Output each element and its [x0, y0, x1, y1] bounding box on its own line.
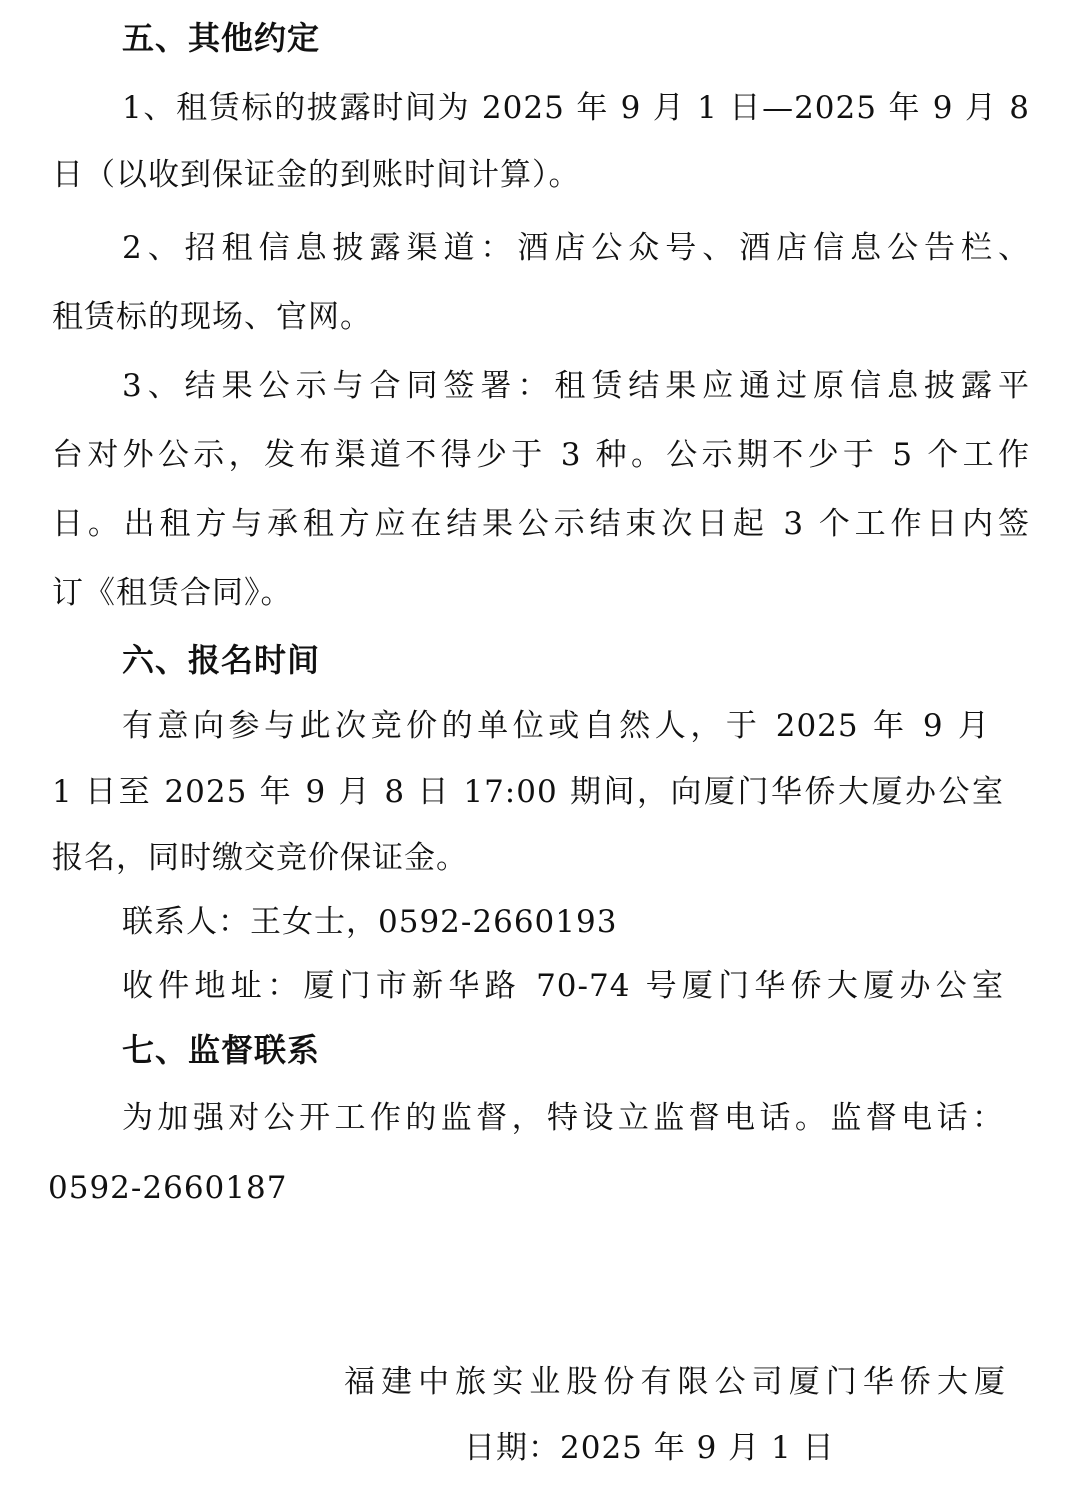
section-6-para-line-1: 有意向参与此次竞价的单位或自然人，于 2025 年 9 月: [122, 708, 990, 744]
section-5-item-1-line-1: 1、租赁标的披露时间为 2025 年 9 月 1 日—2025 年 9 月 8: [122, 90, 1030, 126]
section-6-para-line-2: 1 日至 2025 年 9 月 8 日 17:00 期间，向厦门华侨大厦办公室: [52, 774, 1004, 810]
section-5-item-3-line-3: 日。出租方与承租方应在结果公示结束次日起 3 个工作日内签: [52, 506, 1030, 542]
section-5-item-3-line-1: 3、结果公示与合同签署：租赁结果应通过原信息披露平: [122, 368, 1030, 404]
signature-organization: 福建中旅实业股份有限公司厦门华侨大厦: [344, 1364, 1006, 1400]
section-6-heading: 六、报名时间: [122, 641, 321, 679]
contact-line: 联系人：王女士，0592-2660193: [122, 904, 618, 940]
signature-date: 日期：2025 年 9 月 1 日: [464, 1430, 835, 1466]
section-7-para-line-1: 为加强对公开工作的监督，特设立监督电话。监督电话：: [122, 1100, 1004, 1136]
section-7-heading: 七、监督联系: [122, 1031, 321, 1069]
section-6-para-line-3: 报名，同时缴交竞价保证金。: [52, 840, 468, 876]
section-5-item-1-line-2: 日（以收到保证金的到账时间计算）。: [52, 157, 581, 193]
section-5-heading: 五、其他约定: [122, 19, 321, 57]
section-5-item-2-line-1: 2、招租信息披露渠道：酒店公众号、酒店信息公告栏、: [122, 230, 1030, 266]
section-7-para-line-2: 0592-2660187: [48, 1170, 288, 1206]
section-5-item-2-line-2: 租赁标的现场、官网。: [52, 299, 372, 335]
section-5-item-3-line-2: 台对外公示，发布渠道不得少于 3 种。公示期不少于 5 个工作: [52, 437, 1030, 473]
address-line: 收件地址：厦门市新华路 70-74 号厦门华侨大厦办公室: [122, 968, 1004, 1004]
section-5-item-3-line-4: 订《租赁合同》。: [52, 575, 293, 611]
